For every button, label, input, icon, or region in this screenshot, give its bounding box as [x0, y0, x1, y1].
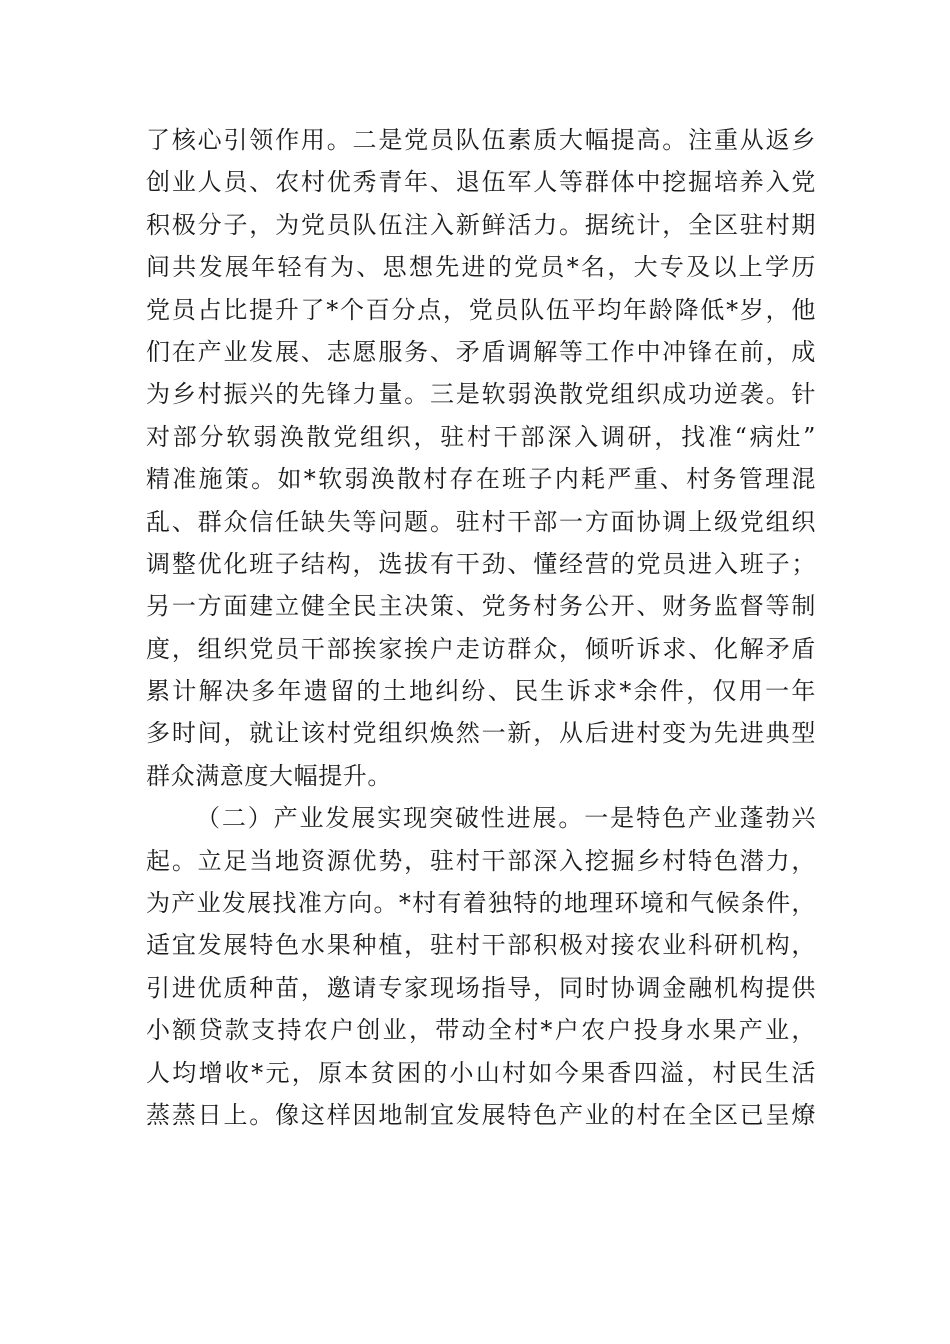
- text-line-3: 积极分子，为党员队伍注入新鲜活力。据统计，全区驻村期: [146, 210, 816, 239]
- text-line-5: 党员占比提升了*个百分点，党员队伍平均年龄降低*岁，他: [146, 295, 816, 324]
- text-line-6: 们在产业发展、志愿服务、矛盾调解等工作中冲锋在前，成: [146, 337, 816, 366]
- text-line-19: 为产业发展找准方向。*村有着独特的地理环境和气候条件，: [146, 889, 816, 918]
- text-line-21: 引进优质种苗，邀请专家现场指导，同时协调金融机构提供: [146, 973, 816, 1002]
- text-line-4: 间共发展年轻有为、思想先进的党员*名，大专及以上学历: [146, 253, 816, 282]
- text-line-20: 适宜发展特色水果种植，驻村干部积极对接农业科研机构，: [146, 931, 816, 960]
- body-text: [146, 119, 816, 1136]
- text-line-7: 为乡村振兴的先锋力量。三是软弱涣散党组织成功逆袭。针: [146, 380, 816, 409]
- text-line-10: 乱、群众信任缺失等问题。驻村干部一方面协调上级党组织: [146, 507, 816, 536]
- text-line-22: 小额贷款支持农户创业，带动全村*户农户投身水果产业，: [146, 1016, 816, 1045]
- text-line-15: 多时间，就让该村党组织焕然一新，从后进村变为先进典型: [146, 719, 816, 748]
- text-line-11: 调整优化班子结构，选拔有干劲、懂经营的党员进入班子；: [146, 549, 816, 578]
- section-heading-line: （二）产业发展实现突破性进展。一是特色产业蓬勃兴: [196, 804, 816, 833]
- text-line-24: 蒸蒸日上。像这样因地制宜发展特色产业的村在全区已呈燎: [146, 1100, 816, 1129]
- text-line-1: 了核心引领作用。二是党员队伍素质大幅提高。注重从返乡: [146, 126, 816, 154]
- text-line-23: 人均增收*元，原本贫困的小山村如今果香四溢，村民生活: [146, 1058, 816, 1087]
- text-line-9: 精准施策。如*软弱涣散村存在班子内耗严重、村务管理混: [146, 465, 816, 494]
- text-line-16: 群众满意度大幅提升。: [146, 761, 392, 790]
- text-line-8: 对部分软弱涣散党组织，驻村干部深入调研，找准“病灶”: [146, 422, 816, 451]
- text-line-14: 累计解决多年遗留的土地纠纷、民生诉求*余件，仅用一年: [146, 677, 816, 706]
- text-line-2: 创业人员、农村优秀青年、退伍军人等群体中挖掘培养入党: [146, 168, 816, 197]
- text-line-18: 起。立足当地资源优势，驻村干部深入挖掘乡村特色潜力，: [146, 846, 816, 875]
- text-line-12: 另一方面建立健全民主决策、党务村务公开、财务监督等制: [146, 592, 816, 621]
- text-line-13: 度，组织党员干部挨家挨户走访群众，倾听诉求、化解矛盾: [146, 634, 816, 663]
